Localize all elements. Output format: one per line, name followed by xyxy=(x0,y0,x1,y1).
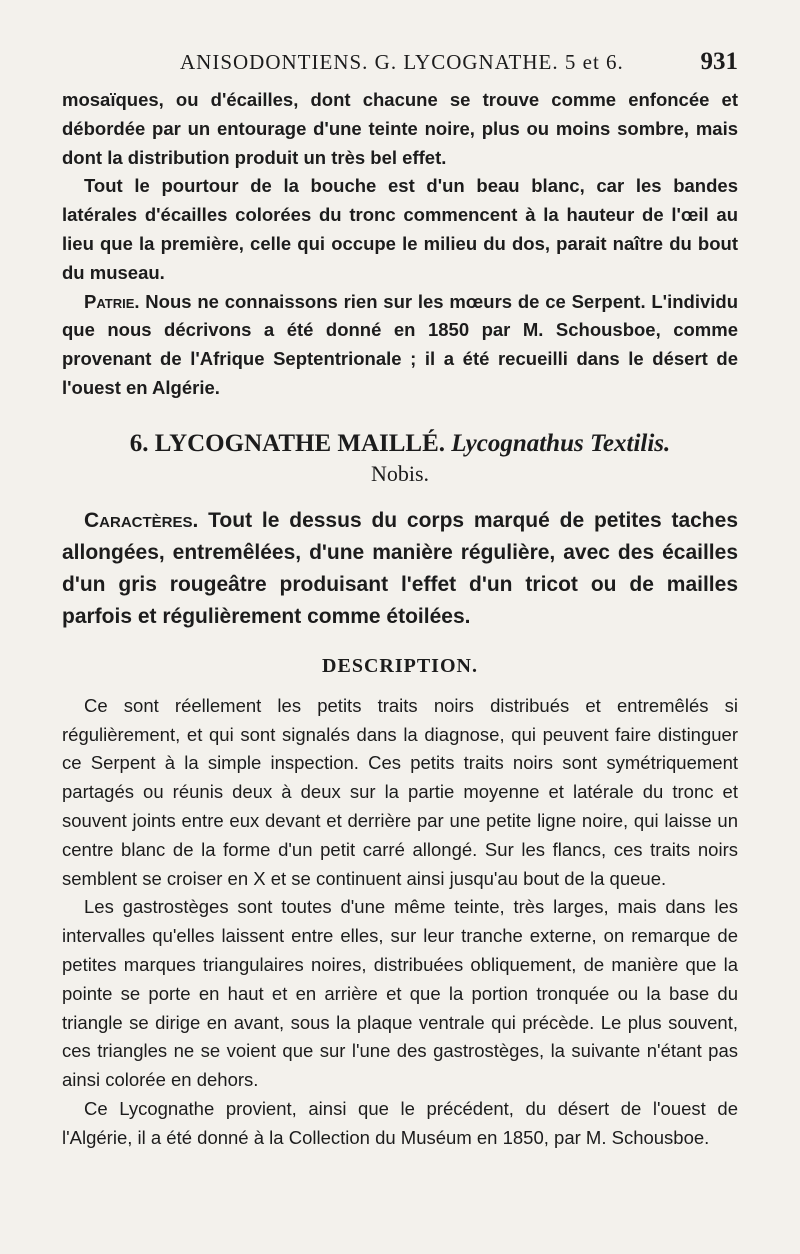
species-name: 6. LYCOGNATHE MAILLÉ. xyxy=(129,429,452,457)
paragraph-continued: mosaïques, ou d'écailles, dont chacune se trouve comme enfoncée et débordée par un entourage d'une teinte noire, plus ou moins sombre, mais dont la distribution produit un très bel effet. xyxy=(62,89,738,168)
species-heading xyxy=(62,429,738,459)
paragraph-caracteres xyxy=(62,505,738,633)
paragraph-patrie xyxy=(62,288,738,403)
species-author: Nobis. xyxy=(370,460,430,486)
patrie-label: Patrie. xyxy=(84,290,140,312)
paragraph-gastrosteges: Les gastrostèges sont toutes d'une même teinte, très larges, mais dans les intervalles qu'elles laissent entre elles, sur leur tranche externe, on remarque de petites marques triangulaires noires, distribuées obliquement, de manière que la pointe se porte en haut et en arrière et que la portion tronquée ou la base du triangle se dirige en avant, sous la plaque ventrale qui précède. Le plus souvent, ces triangles ne se voient que sur l'une des gastrostèges, la suivante n'étant pas ainsi colorée en dehors. xyxy=(62,896,738,1091)
description-heading: DESCRIPTION. xyxy=(322,654,478,677)
paragraph-description: Ce sont réellement les petits traits noirs distribués et entremêlés si régulièrement, et qui sont signalés dans la diagnose, qui peuvent faire distinguer ce Serpent à la simple inspection. Ces petits traits noirs sont symétriquement partagés ou réunis deux à deux sur la partie moyenne et latérale du tronc et souvent joints entre eux devant et derrière par une petite ligne noire, qui laisse un centre blanc de la forme d'un petit carré allongé. Sur les flancs, ces traits noirs semblent se croiser en X et se continuent ainsi jusqu'au bout de la queue. xyxy=(62,694,738,889)
page-number: 931 xyxy=(700,48,738,75)
patrie-text: Nous ne connaissons rien sur les mœurs de ce Serpent. L'individu que nous décrivons a été donné en 1850 par M. Schousboe, comme provenant de l'Afrique Septentrionale ; il a été recueilli dans le désert de l'ouest en Algérie. xyxy=(62,290,738,398)
running-head xyxy=(62,48,738,76)
paragraph-mouth: Tout le pourtour de la bouche est d'un beau blanc, car les bandes latérales d'écailles colorées du tronc commencent à la hauteur de l'œil au lieu que la première, celle qui occupe le milieu du dos, parait naître du bout du museau. xyxy=(62,175,738,283)
species-latin-name: Lycognathus Textilis. xyxy=(451,429,671,457)
caracteres-label: Caractères. xyxy=(84,508,199,532)
caracteres-text: Tout le dessus du corps marqué de petites taches allongées, entremêlées, d'une manière régulière, avec des écailles d'un gris rougeâtre produisant l'effet d'un tricot ou de mailles parfois et régulièrement comme étoilées. xyxy=(62,508,738,628)
paragraph-provenance: Ce Lycognathe provient, ainsi que le précédent, du désert de l'ouest de l'Algérie, il a été donné à la Collection du Muséum en 1850, par M. Schousboe. xyxy=(62,1097,738,1148)
running-title: ANISODONTIENS. G. LYCOGNATHE. 5 et 6. xyxy=(180,50,624,74)
book-page xyxy=(62,48,738,1153)
